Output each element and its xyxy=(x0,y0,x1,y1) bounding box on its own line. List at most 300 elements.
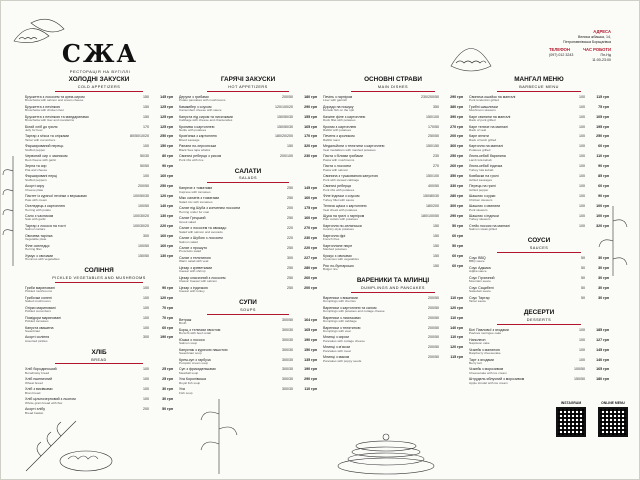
menu-item-price: 290 грн xyxy=(304,104,317,109)
menu-item-name-en: Salad with salmon and avocado xyxy=(179,229,223,234)
menu-item-name: Мікс салатів з томатами xyxy=(179,196,220,201)
menu-item-weight: 270 xyxy=(433,164,439,169)
menu-item-price: 100 грн xyxy=(596,213,609,218)
menu-item-weight: 300/30 xyxy=(282,387,293,392)
menu-item xyxy=(323,296,463,304)
menu-item-name-en: Veal medallions with mashed potatoes xyxy=(323,147,376,152)
menu-item-name-block xyxy=(179,134,271,142)
menu-item-weight: 150/100 xyxy=(426,174,439,179)
menu-item-name-block xyxy=(323,164,417,172)
menu-item-price: 190 грн xyxy=(160,335,173,340)
menu-item-name: Уха xyxy=(179,387,185,392)
menu-item xyxy=(25,164,173,172)
section-title-en: BREAD xyxy=(91,357,107,362)
menu-item-price: 140 грн xyxy=(450,325,463,330)
menu-item xyxy=(179,328,317,336)
menu-item xyxy=(25,387,173,395)
menu-item xyxy=(469,358,609,366)
menu-item-price: 25 грн xyxy=(162,367,173,372)
menu-item-name-block xyxy=(323,214,417,222)
section-pickles xyxy=(25,268,173,344)
menu-item-price: 120 грн xyxy=(160,295,173,300)
menu-item-price: 85 грн xyxy=(598,174,609,179)
menu-item-name-block xyxy=(323,244,417,252)
menu-item-name-block xyxy=(179,216,271,224)
menu-item-name-en: Salted mushrooms xyxy=(25,299,51,304)
menu-item xyxy=(25,204,173,212)
menu-item-name: Свинячі реберця з рисом xyxy=(179,154,222,159)
menu-item-name-en: Royal fish soup xyxy=(179,380,201,385)
menu-item-weight: 250 xyxy=(287,216,293,221)
menu-item-name: Капуста під сиром та лисичками xyxy=(179,114,233,119)
menu-item-price: 60 грн xyxy=(598,184,609,189)
menu-item xyxy=(323,194,463,202)
menu-item-name-block xyxy=(323,105,417,113)
menu-item xyxy=(25,105,173,113)
menu-item-name: Наполеон xyxy=(469,337,486,342)
menu-item-name-block xyxy=(25,387,127,395)
menu-item xyxy=(323,144,463,152)
menu-item-name-block xyxy=(469,328,563,336)
menu-item-name: Хліб пшеничний xyxy=(25,377,53,382)
menu-item-name: Огірки мариновані xyxy=(25,305,56,310)
menu-item-name-en: Rack of veal xyxy=(469,128,487,132)
menu-item-name: Чізкейк з малиною xyxy=(469,347,500,352)
section-divider xyxy=(207,91,290,92)
menu-item-price: 125 грн xyxy=(160,114,173,119)
menu-item-name: Вареники з телятиною xyxy=(323,325,361,330)
menu-item-name-block xyxy=(323,254,417,262)
menu-item-name-en: Potato pancakes with mushrooms xyxy=(179,98,226,103)
menu-item-name-en: Jelly for beer xyxy=(25,128,43,132)
menu-item-weight: 100 xyxy=(579,114,585,119)
menu-item xyxy=(179,367,317,375)
menu-item-price: 50 грн xyxy=(452,223,463,228)
menu-item-name-block xyxy=(469,95,563,103)
menu-item-name-en: Mashed potatoes xyxy=(323,247,347,252)
menu-item-price: 130 грн xyxy=(160,213,173,218)
section-title-ua: САЛАТИ xyxy=(234,167,262,175)
menu-item-name-block xyxy=(179,276,271,284)
menu-item-weight: 300/30 xyxy=(282,337,293,342)
menu-item-name-en: Potatoes grilled xyxy=(469,147,491,152)
menu-item-weight: 100 xyxy=(579,94,585,99)
menu-item-weight: 100 xyxy=(579,184,585,189)
menu-item-weight: 100 xyxy=(143,325,149,330)
menu-item-name-en: Cabbage with cheese and chanterelles xyxy=(179,118,233,123)
menu-item-price: 290 грн xyxy=(450,213,463,218)
menu-item-weight: 300 xyxy=(287,255,293,260)
menu-item-name-block xyxy=(179,186,271,194)
menu-item xyxy=(25,296,173,304)
menu-item-weight: 100 xyxy=(143,367,149,372)
menu-item-name: Ветраж xyxy=(179,317,192,322)
menu-item-price: 260 грн xyxy=(304,275,317,280)
dumpling-illustration-icon xyxy=(446,31,496,81)
menu-item xyxy=(179,115,317,123)
menu-item-weight: 50/30 xyxy=(140,154,149,159)
phone-label: ТЕЛЕФОН xyxy=(549,47,570,53)
menu-item-name-en: Pork skewers xyxy=(469,207,488,212)
menu-item-name: Грибні шашлички xyxy=(469,104,498,109)
menu-item-list xyxy=(25,367,173,415)
menu-item-name-block xyxy=(469,154,563,162)
menu-item-name-block xyxy=(323,345,417,353)
menu-item-name-block xyxy=(25,134,127,142)
menu-item-name: Соус Аджика xyxy=(469,265,491,270)
column-2 xyxy=(179,77,317,402)
menu-item xyxy=(25,125,173,133)
instagram-qr-code[interactable] xyxy=(556,407,586,437)
menu-item-name: Кров'янка з картоплею xyxy=(179,134,217,139)
menu-item-weight: 170/50 xyxy=(428,124,439,129)
menu-item-weight: 180/100/50 xyxy=(421,213,439,218)
menu-item-name-en: Assorted pickles xyxy=(25,338,48,343)
menu-item-name-block xyxy=(179,246,271,254)
menu-item xyxy=(469,115,609,123)
menu-item-price: 25 грн xyxy=(162,377,173,382)
menu-item-weight: 200 xyxy=(143,407,149,412)
section-title-en: SALADS xyxy=(239,176,257,181)
logo-mark: СЖА xyxy=(61,39,139,68)
menu-item-name: Юшка з лосося xyxy=(179,337,205,342)
menu-item-name-block xyxy=(323,184,417,192)
menu-item-name: Салат Грецький xyxy=(179,216,206,221)
menu-item-name: Чізкейк з морозивом xyxy=(469,367,504,372)
menu-item-price: 90 грн xyxy=(162,285,173,290)
menu-item-name: Штрудель яблучний з морозивом xyxy=(469,377,525,382)
section-dumplings xyxy=(323,278,463,364)
menu-item-price: 170 грн xyxy=(304,134,317,139)
menu-item-weight: 200/50 xyxy=(138,184,149,189)
menu-item-name-block xyxy=(469,377,563,385)
menu-item-name-block xyxy=(469,214,563,222)
menu-item-name-block xyxy=(469,105,563,113)
menu-item xyxy=(25,377,173,385)
menu-item-price: 300 грн xyxy=(450,204,463,209)
menu-item-name-en: Turkey fillet with sauce xyxy=(323,197,355,202)
menu-item-name-block xyxy=(469,224,563,232)
menu-item-name-block xyxy=(323,335,417,343)
section-divider xyxy=(55,282,144,283)
menu-item-weight: 100 xyxy=(579,144,585,149)
menu-item-name: Вареники з картоплею та салом xyxy=(323,305,377,310)
menu-item-weight: 300/30 xyxy=(282,367,293,372)
menu-item-price: 270 грн xyxy=(450,124,463,129)
section-title-ua: ВАРЕНИКИ ТА МЛИНЦІ xyxy=(356,276,430,284)
menu-item-name-en: Raspberry cheesecake xyxy=(469,351,501,356)
menu-item-name-block xyxy=(179,348,271,356)
menu-item xyxy=(469,95,609,103)
menu-item xyxy=(25,115,173,123)
menu-item-price: 160 грн xyxy=(160,233,173,238)
menu-item-price: 127 грн xyxy=(596,337,609,342)
section-title-ua: СОУСИ xyxy=(527,237,551,245)
menu-item-name-en: Chicken skewers xyxy=(469,197,493,202)
menu-item xyxy=(179,348,317,356)
menu-item xyxy=(469,338,609,346)
menu-item-price: 250 грн xyxy=(450,154,463,159)
menu-item-name: Салат з лососем та авокадо xyxy=(179,226,227,231)
menu-item-name-block xyxy=(469,144,563,152)
menu-item-name-en: Herring under fur coat xyxy=(179,209,210,214)
section-title-en: SOUPS xyxy=(240,307,256,312)
menu-item-name-block xyxy=(323,355,417,363)
menu-item-weight: 300/30 xyxy=(282,347,293,352)
online-menu-qr-code[interactable] xyxy=(598,407,628,437)
menu-item-name-en: Pike cutlets with potatoes xyxy=(323,217,358,222)
menu-item-price: 90 грн xyxy=(598,164,609,169)
menu-item xyxy=(179,387,317,395)
section-title xyxy=(469,77,609,92)
menu-item xyxy=(323,204,463,212)
menu-item-name-block xyxy=(323,144,417,152)
menu-item-name-en: Bulgur rice xyxy=(323,267,338,272)
menu-item-weight: 100 xyxy=(143,397,149,402)
menu-item-name-en: Country-style potatoes xyxy=(323,227,354,232)
menu-item-weight: 200/50 xyxy=(282,94,293,99)
menu-item-name-en: Hummus with vegetables xyxy=(25,257,60,262)
menu-item-price: 70 грн xyxy=(162,305,173,310)
menu-item xyxy=(469,328,609,336)
menu-item xyxy=(469,105,609,113)
menu-item-name: Шашлик з індички xyxy=(469,213,499,218)
menu-item-name-en: Red cheese with garlic xyxy=(25,157,57,162)
menu-item-name-block xyxy=(179,286,271,294)
menu-item-name-en: Dumplings with cabbage xyxy=(323,319,357,324)
menu-item xyxy=(323,355,463,363)
menu-item xyxy=(25,367,173,375)
contact-info xyxy=(549,29,611,63)
menu-item-price: 260 грн xyxy=(450,164,463,169)
menu-item xyxy=(25,95,173,103)
menu-item-weight: 230 xyxy=(433,154,439,159)
section-salads xyxy=(179,169,317,294)
menu-item-name-en: Pumpkin cream soup xyxy=(179,361,209,366)
menu-item-name-en: Pickled tomatoes xyxy=(25,319,49,324)
section-divider xyxy=(55,363,144,364)
menu-item-name-en: Meatball soup xyxy=(179,370,199,375)
menu-item-name: Салат з Шубою з лососем xyxy=(179,236,223,241)
menu-item-name: Крем-суп з гарбуза xyxy=(179,357,211,362)
menu-item-weight: 230/200/50 xyxy=(421,94,439,99)
menu-item xyxy=(179,226,317,234)
menu-item-weight: 150 xyxy=(433,243,439,248)
herbs-illustration-icon xyxy=(184,389,254,479)
menu-item-weight: 100 xyxy=(143,315,149,320)
menu-item-name: Соус Гірчичний xyxy=(469,275,495,280)
menu-item xyxy=(469,144,609,152)
menu-item-name-block xyxy=(469,174,563,182)
menu-item-name-en: Sauerkraut xyxy=(25,328,41,333)
menu-item-price: 105 грн xyxy=(596,114,609,119)
menu-item xyxy=(179,246,317,254)
menu-item-name-block xyxy=(25,115,127,123)
menu-item-name: Фарширований перець xyxy=(25,144,64,149)
menu-item-weight: 170 xyxy=(143,124,149,129)
menu-item-weight: 50 xyxy=(581,255,585,260)
menu-item-price: 30 грн xyxy=(598,265,609,270)
menu-item-name: Соус Сацибелі xyxy=(469,285,494,290)
menu-item-weight: 100 xyxy=(143,295,149,300)
menu-item-weight: 50 xyxy=(581,285,585,290)
menu-item-name-en: Pavlova meringue cake xyxy=(469,331,502,336)
menu-item-name-en: Rabbit with potatoes xyxy=(323,128,352,132)
menu-item-name-en: Napoleon cake xyxy=(469,341,490,346)
menu-item-name-block xyxy=(25,367,127,375)
menu-item xyxy=(25,154,173,162)
section-title-en: DESSERTS xyxy=(526,317,552,322)
menu-item-name: Хліб цільнозерновий з льоном xyxy=(25,397,76,402)
menu-item-name-block xyxy=(469,296,563,304)
menu-item xyxy=(25,254,173,262)
online-menu-qr-label: ONLINE MENU xyxy=(601,401,625,405)
menu-item-weight: 150 xyxy=(433,233,439,238)
menu-item-name-en: Satsebeli sauce xyxy=(469,289,491,294)
column-4 xyxy=(469,77,609,392)
menu-item-weight: 100 xyxy=(579,164,585,169)
menu-item-name-en: Salmon soup xyxy=(179,341,198,346)
menu-item-name-en: Caprese with tomatoes xyxy=(179,189,211,194)
menu-item xyxy=(25,134,173,142)
menu-item xyxy=(179,338,317,346)
menu-item xyxy=(469,134,609,142)
menu-item xyxy=(469,184,609,192)
menu-item-name-block xyxy=(179,105,271,113)
menu-item-price: 125 грн xyxy=(160,104,173,109)
menu-item-price: 390 грн xyxy=(450,114,463,119)
menu-item-name: Сало з часником xyxy=(25,213,54,218)
menu-item-name-block xyxy=(179,206,271,214)
menu-item-name-block xyxy=(179,115,271,123)
menu-item-price: 60 грн xyxy=(598,144,609,149)
menu-item-name: Салат з прошуто xyxy=(179,246,208,250)
menu-item-name-en: Caesar with turkey xyxy=(179,289,205,294)
menu-item-weight: 100 xyxy=(579,347,585,352)
menu-item-name-en: Duck fillet with potatoes xyxy=(323,118,356,123)
menu-item xyxy=(179,266,317,274)
menu-item-name-en: Pickled cucumbers xyxy=(25,309,51,314)
menu-item-price: 290 грн xyxy=(304,377,317,382)
menu-item-name: Свинячі реберця xyxy=(323,184,352,189)
menu-item-price: 190 грн xyxy=(304,367,317,372)
menu-item-price: 230 грн xyxy=(304,236,317,241)
menu-item-name: Асорті сиру xyxy=(25,184,45,189)
menu-item-name-block xyxy=(25,377,127,385)
address-line-1: Велика жбашка, 14, xyxy=(578,34,611,39)
menu-item-weight: 350 xyxy=(433,104,439,109)
menu-item-name: Фаршировані перці xyxy=(25,174,58,179)
menu-item-name-en: Grilled pepper xyxy=(469,187,489,192)
menu-item-name-block xyxy=(25,397,127,405)
menu-item-price: 160 грн xyxy=(160,243,173,248)
section-title xyxy=(179,300,317,315)
menu-item xyxy=(469,174,609,182)
menu-item-name-block xyxy=(469,256,563,264)
menu-item xyxy=(469,194,609,202)
section-title-en: BARBECUE MENU xyxy=(519,84,559,89)
menu-item-name-en: Salo with garlic xyxy=(25,217,46,222)
menu-item-name-block xyxy=(25,174,127,182)
menu-item-name: Філе індички з соусом xyxy=(323,194,360,199)
section-title-ua: МАНГАЛ МЕНЮ xyxy=(514,76,564,83)
menu-item-name-block xyxy=(25,164,127,172)
menu-item-price: 135 грн xyxy=(304,357,317,362)
menu-item-weight: 220 xyxy=(287,236,293,241)
phone-number: (097) 012 3243 xyxy=(549,53,574,58)
opening-hours: 11:00-23:00 xyxy=(592,57,611,62)
menu-item-list xyxy=(469,256,609,304)
menu-item-weight: 150 xyxy=(143,104,149,109)
menu-item-price: 80 грн xyxy=(162,154,173,159)
menu-item-name-block xyxy=(25,244,127,252)
menu-item xyxy=(179,154,317,162)
menu-item-price: 160 грн xyxy=(304,216,317,221)
menu-item-name-block xyxy=(323,134,417,142)
menu-item-weight: 250/50 xyxy=(428,134,439,139)
menu-item-name: Каре свинини на мангалі xyxy=(469,114,511,119)
section-title-en: DUMPLINGS AND PANCAKES xyxy=(361,285,425,290)
menu-item-price: 180 грн xyxy=(596,377,609,382)
menu-item-price: 250 грн xyxy=(160,184,173,189)
menu-item-name-en: Stuffed peppers xyxy=(25,177,47,182)
menu-item-name: Салат з телятиною xyxy=(179,255,211,260)
menu-item-weight: 150/100 xyxy=(426,114,439,119)
menu-item-price: 290 грн xyxy=(450,94,463,99)
menu-item-weight: 100 xyxy=(579,174,585,179)
menu-item-name-en: Salmon tartare xyxy=(25,227,46,232)
menu-item-name-en: Cheesecake with ice cream xyxy=(469,370,507,375)
menu-item-name: Паста з білими грибами xyxy=(323,154,363,159)
section-title-en: MAIN DISHES xyxy=(377,84,409,89)
menu-item-price: 160 грн xyxy=(304,196,317,201)
menu-item-price: 110 грн xyxy=(304,387,317,392)
menu-item xyxy=(179,377,317,385)
menu-item-price: 90 грн xyxy=(162,164,173,169)
menu-item xyxy=(323,184,463,192)
menu-item-name-block xyxy=(179,358,271,366)
menu-item-name-en: Cheese plate xyxy=(25,187,44,192)
menu-item-weight: 200/50 xyxy=(428,295,439,300)
menu-item xyxy=(25,316,173,324)
section-bread xyxy=(25,350,173,416)
menu-item-price: 140 грн xyxy=(160,204,173,209)
menu-item xyxy=(25,397,173,405)
menu-item-name: Філе оселедця xyxy=(25,243,50,248)
menu-item-weight: 200/50 xyxy=(428,315,439,320)
menu-item-name-block xyxy=(25,224,127,232)
menu-item-name-block xyxy=(469,266,563,274)
menu-item xyxy=(179,216,317,224)
menu-item-price: 60 грн xyxy=(452,263,463,268)
menu-item-weight: 50/50 xyxy=(140,164,149,169)
section-divider xyxy=(351,91,435,92)
menu-item-name-block xyxy=(179,144,271,152)
menu-item-name-en: Grilled sausages xyxy=(469,177,493,182)
menu-item xyxy=(179,256,317,264)
menu-item-name: Стейк лосося на мангалі xyxy=(469,223,511,228)
menu-item-price: 50 грн xyxy=(452,243,463,248)
menu-item xyxy=(469,164,609,172)
menu-item xyxy=(179,134,317,142)
menu-item-name-en: Salmon salad xyxy=(179,239,198,244)
menu-item-weight: 100/30/20 xyxy=(133,223,149,228)
menu-item-name-en: Turkey skewers xyxy=(469,217,491,222)
menu-item-price: 280 грн xyxy=(304,265,317,270)
menu-item-list xyxy=(179,95,317,163)
menu-item-weight: 100 xyxy=(579,104,585,109)
menu-item-weight: 100 xyxy=(579,357,585,362)
